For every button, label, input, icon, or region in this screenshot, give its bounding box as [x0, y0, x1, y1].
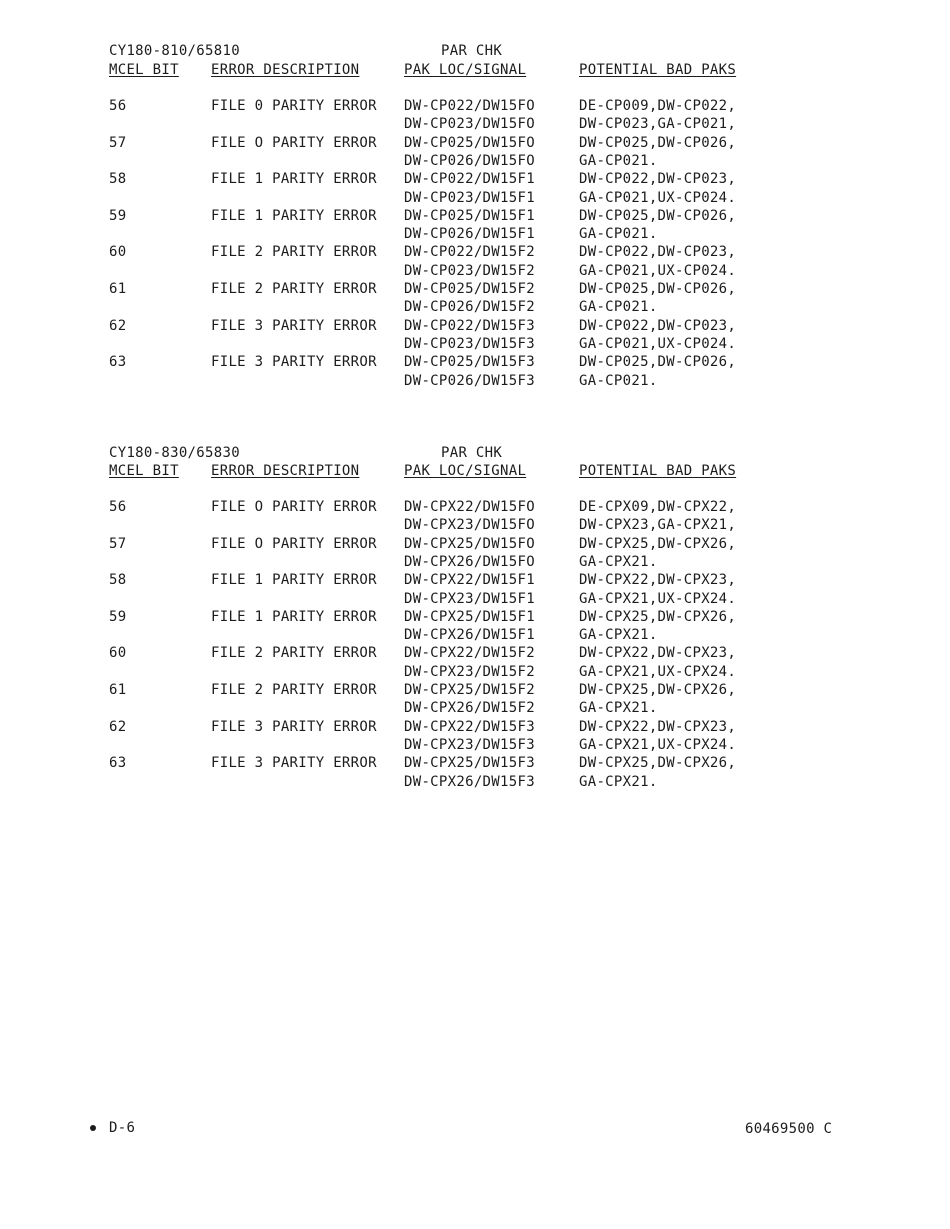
potential-bad-paks-cell: DE-CPX09,DW-CPX22, — [579, 499, 737, 515]
mcel-bit-cell: 57 — [109, 535, 127, 552]
pak-loc-signal-cell: DW-CPX23/DW15F3 — [404, 736, 535, 753]
potential-bad-paks-cell: DW-CPX25,DW-CPX26, — [579, 535, 737, 552]
error-description-cell: FILE 2 PARITY ERROR — [211, 244, 377, 261]
error-description-cell: FILE 1 PARITY ERROR — [211, 171, 377, 188]
pak-loc-signal-header: PAK LOC/SIGNAL — [404, 463, 527, 479]
error-description-cell: FILE 3 PARITY ERROR — [211, 354, 377, 371]
error-description-cell: FILE 0 PARITY ERROR — [211, 98, 377, 114]
pak-loc-signal-cell: DW-CP022/DW15FO — [404, 98, 535, 114]
potential-bad-paks-cell: GA-CPX21. — [579, 773, 658, 790]
pak-loc-signal-cell: DW-CP026/DW15FO — [404, 152, 535, 169]
pak-loc-signal-cell: DW-CP026/DW15F3 — [404, 372, 535, 389]
error-description-cell: FILE 2 PARITY ERROR — [211, 682, 377, 698]
mcel-bit-cell: 61 — [109, 682, 127, 698]
model-title: CY180-810/65810 — [109, 43, 240, 59]
potential-bad-paks-cell: DW-CPX25,DW-CPX26, — [579, 682, 737, 698]
pak-loc-signal-cell: DW-CPX26/DW15F1 — [404, 627, 535, 644]
pak-loc-signal-cell: DW-CPX22/DW15F1 — [404, 572, 535, 589]
error-description-header: ERROR DESCRIPTION — [211, 463, 360, 479]
error-description-cell: FILE O PARITY ERROR — [211, 134, 377, 151]
potential-bad-paks-cell: GA-CP021. — [579, 372, 658, 389]
potential-bad-paks-cell: DW-CPX23,GA-CPX21, — [579, 517, 737, 534]
potential-bad-paks-cell: DW-CP022,DW-CP023, — [579, 244, 737, 261]
pak-loc-signal-cell: DW-CP023/DW15F2 — [404, 262, 535, 279]
potential-bad-paks-cell: DW-CP022,DW-CP023, — [579, 171, 737, 188]
error-description-cell: FILE O PARITY ERROR — [211, 499, 377, 515]
pak-loc-signal-cell: DW-CP022/DW15F1 — [404, 171, 535, 188]
mcel-bit-cell: 63 — [109, 354, 127, 371]
pak-loc-signal-cell: DW-CPX25/DW15F2 — [404, 682, 535, 698]
pak-loc-signal-cell: DW-CPX26/DW15F3 — [404, 773, 535, 790]
potential-bad-paks-cell: DW-CP025,DW-CP026, — [579, 354, 737, 371]
pak-loc-signal-cell: DW-CP025/DW15F3 — [404, 354, 535, 371]
par-chk-header: PAR CHK — [441, 445, 503, 461]
pak-loc-signal-cell: DW-CP025/DW15FO — [404, 134, 535, 151]
potential-bad-paks-cell: DW-CP025,DW-CP026, — [579, 134, 737, 151]
pak-loc-signal-cell: DW-CPX23/DW15FO — [404, 517, 535, 534]
mcel-bit-cell: 62 — [109, 718, 127, 735]
potential-bad-paks-cell: GA-CP021. — [579, 226, 658, 243]
potential-bad-paks-cell: GA-CPX21. — [579, 700, 658, 717]
potential-bad-paks-cell: DW-CP025,DW-CP026, — [579, 281, 737, 297]
potential-bad-paks-cell: GA-CP021,UX-CP024. — [579, 335, 737, 352]
pak-loc-signal-cell: DW-CP022/DW15F3 — [404, 317, 535, 334]
potential-bad-paks-cell: GA-CP021. — [579, 152, 658, 169]
pak-loc-signal-cell: DW-CP023/DW15F1 — [404, 189, 535, 206]
potential-bad-paks-cell: DW-CP025,DW-CP026, — [579, 207, 737, 224]
mcel-bit-cell: 61 — [109, 281, 127, 297]
mcel-bit-cell: 58 — [109, 171, 127, 188]
error-description-cell: FILE 3 PARITY ERROR — [211, 718, 377, 735]
bullet-icon — [90, 1125, 96, 1131]
pak-loc-signal-cell: DW-CPX25/DW15F3 — [404, 755, 535, 772]
mcel-bit-cell: 58 — [109, 572, 127, 589]
pak-loc-signal-cell: DW-CPX22/DW15F2 — [404, 645, 535, 662]
pak-loc-signal-cell: DW-CPX26/DW15FO — [404, 553, 535, 570]
error-description-cell: FILE 3 PARITY ERROR — [211, 317, 377, 334]
pak-loc-signal-cell: DW-CPX25/DW15F1 — [404, 608, 535, 625]
error-description-cell: FILE 2 PARITY ERROR — [211, 645, 377, 662]
pak-loc-signal-cell: DW-CP026/DW15F2 — [404, 299, 535, 316]
potential-bad-paks-cell: GA-CP021. — [579, 299, 658, 316]
potential-bad-paks-cell: GA-CP021,UX-CP024. — [579, 262, 737, 279]
mcel-bit-cell: 60 — [109, 244, 127, 261]
mcel-bit-header: MCEL BIT — [109, 463, 179, 479]
pak-loc-signal-cell: DW-CP025/DW15F1 — [404, 207, 535, 224]
potential-bad-paks-cell: DW-CPX22,DW-CPX23, — [579, 645, 737, 662]
mcel-bit-header: MCEL BIT — [109, 62, 179, 78]
pak-loc-signal-cell: DW-CP022/DW15F2 — [404, 244, 535, 261]
error-description-cell: FILE O PARITY ERROR — [211, 535, 377, 552]
pak-loc-signal-cell: DW-CP025/DW15F2 — [404, 281, 535, 297]
mcel-bit-cell: 62 — [109, 317, 127, 334]
pak-loc-signal-cell: DW-CPX22/DW15FO — [404, 499, 535, 515]
error-description-cell: FILE 3 PARITY ERROR — [211, 755, 377, 772]
potential-bad-paks-cell: DW-CP023,GA-CP021, — [579, 116, 737, 133]
potential-bad-paks-header: POTENTIAL BAD PAKS — [579, 463, 737, 479]
pak-loc-signal-header: PAK LOC/SIGNAL — [404, 62, 527, 78]
error-description-cell: FILE 2 PARITY ERROR — [211, 281, 377, 297]
error-description-header: ERROR DESCRIPTION — [211, 62, 360, 78]
potential-bad-paks-cell: DW-CPX25,DW-CPX26, — [579, 608, 737, 625]
mcel-bit-cell: 60 — [109, 645, 127, 662]
error-description-cell: FILE 1 PARITY ERROR — [211, 572, 377, 589]
potential-bad-paks-cell: DW-CPX25,DW-CPX26, — [579, 755, 737, 772]
potential-bad-paks-cell: GA-CPX21,UX-CPX24. — [579, 663, 737, 680]
document-number: 60469500 C — [745, 1121, 833, 1137]
pak-loc-signal-cell: DW-CPX25/DW15FO — [404, 535, 535, 552]
potential-bad-paks-header: POTENTIAL BAD PAKS — [579, 62, 737, 78]
potential-bad-paks-cell: DE-CP009,DW-CP022, — [579, 98, 737, 114]
pak-loc-signal-cell: DW-CP023/DW15FO — [404, 116, 535, 133]
potential-bad-paks-cell: GA-CPX21,UX-CPX24. — [579, 736, 737, 753]
mcel-bit-cell: 59 — [109, 608, 127, 625]
potential-bad-paks-cell: DW-CP022,DW-CP023, — [579, 317, 737, 334]
potential-bad-paks-cell: GA-CPX21. — [579, 627, 658, 644]
pak-loc-signal-cell: DW-CPX22/DW15F3 — [404, 718, 535, 735]
potential-bad-paks-cell: GA-CPX21,UX-CPX24. — [579, 590, 737, 607]
pak-loc-signal-cell: DW-CPX23/DW15F2 — [404, 663, 535, 680]
mcel-bit-cell: 63 — [109, 755, 127, 772]
pak-loc-signal-cell: DW-CP023/DW15F3 — [404, 335, 535, 352]
mcel-bit-cell: 57 — [109, 134, 127, 151]
pak-loc-signal-cell: DW-CPX23/DW15F1 — [404, 590, 535, 607]
mcel-bit-cell: 56 — [109, 98, 127, 114]
mcel-bit-cell: 56 — [109, 499, 127, 515]
par-chk-header: PAR CHK — [441, 43, 503, 59]
potential-bad-paks-cell: DW-CPX22,DW-CPX23, — [579, 718, 737, 735]
pak-loc-signal-cell: DW-CPX26/DW15F2 — [404, 700, 535, 717]
page-number: D-6 — [109, 1120, 136, 1136]
potential-bad-paks-cell: GA-CP021,UX-CP024. — [579, 189, 737, 206]
potential-bad-paks-cell: GA-CPX21. — [579, 553, 658, 570]
pak-loc-signal-cell: DW-CP026/DW15F1 — [404, 226, 535, 243]
error-description-cell: FILE 1 PARITY ERROR — [211, 207, 377, 224]
potential-bad-paks-cell: DW-CPX22,DW-CPX23, — [579, 572, 737, 589]
model-title: CY180-830/65830 — [109, 445, 240, 461]
error-description-cell: FILE 1 PARITY ERROR — [211, 608, 377, 625]
mcel-bit-cell: 59 — [109, 207, 127, 224]
